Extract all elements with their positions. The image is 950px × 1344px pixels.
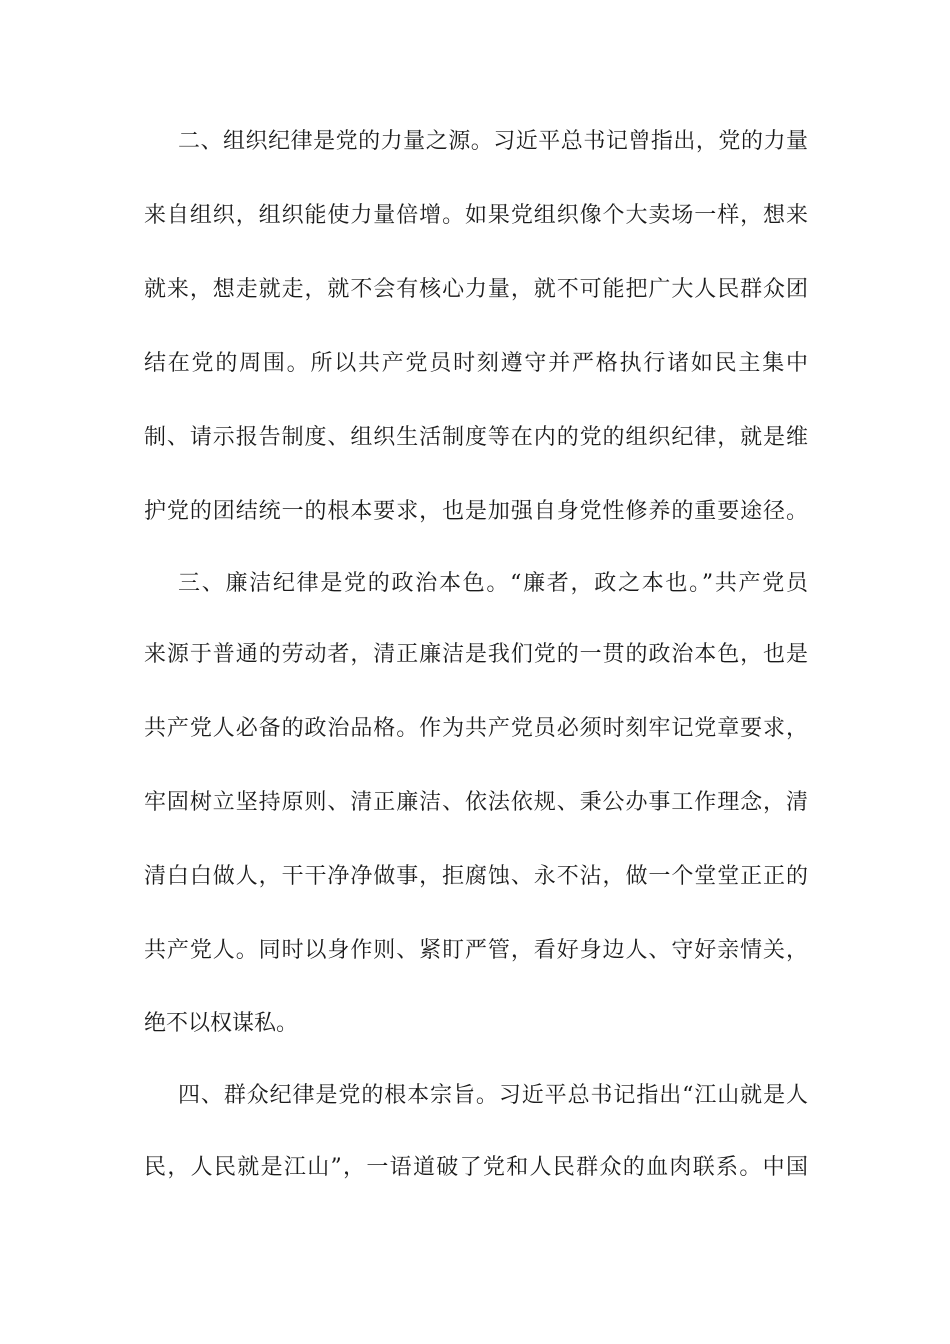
paragraph-2-line-1: 二、组织纪律是党的力量之源。习近平总书记曾指出，党的力量 bbox=[178, 129, 808, 154]
paragraph-2-line-2: 来自组织，组织能使力量倍增。如果党组织像个大卖场一样，想来 bbox=[144, 203, 808, 228]
paragraph-2-line-3: 就来，想走就走，就不会有核心力量，就不可能把广大人民群众团 bbox=[144, 277, 808, 302]
paragraph-2-line-4: 结在党的周围。所以共产党员时刻遵守并严格执行诸如民主集中 bbox=[144, 351, 808, 376]
paragraph-3-line-7: 绝不以权谋私。 bbox=[144, 1011, 299, 1036]
paragraph-3-line-6: 共产党人。同时以身作则、紧盯严管，看好身边人、守好亲情关， bbox=[144, 938, 808, 963]
paragraph-3-line-1: 三、廉洁纪律是党的政治本色。“廉者，政之本也。”共产党员 bbox=[178, 571, 808, 596]
paragraph-4-line-1: 四、群众纪律是党的根本宗旨。习近平总书记指出“江山就是人 bbox=[178, 1083, 808, 1108]
paragraph-4-line-2: 民，人民就是江山”，一语道破了党和人民群众的血肉联系。中国 bbox=[144, 1155, 808, 1180]
paragraph-3-line-3: 共产党人必备的政治品格。作为共产党员必须时刻牢记党章要求， bbox=[144, 716, 808, 741]
paragraph-3-line-2: 来源于普通的劳动者，清正廉洁是我们党的一贯的政治本色，也是 bbox=[144, 642, 808, 667]
paragraph-2-line-5: 制、请示报告制度、组织生活制度等在内的党的组织纪律，就是维 bbox=[144, 425, 808, 450]
paragraph-2-line-6: 护党的团结统一的根本要求，也是加强自身党性修养的重要途径。 bbox=[144, 499, 808, 524]
paragraph-3-line-5: 清白白做人，干干净净做事，拒腐蚀、永不沾，做一个堂堂正正的 bbox=[144, 864, 808, 889]
paragraph-3-line-4: 牢固树立坚持原则、清正廉洁、依法依规、秉公办事工作理念，清 bbox=[144, 790, 808, 815]
